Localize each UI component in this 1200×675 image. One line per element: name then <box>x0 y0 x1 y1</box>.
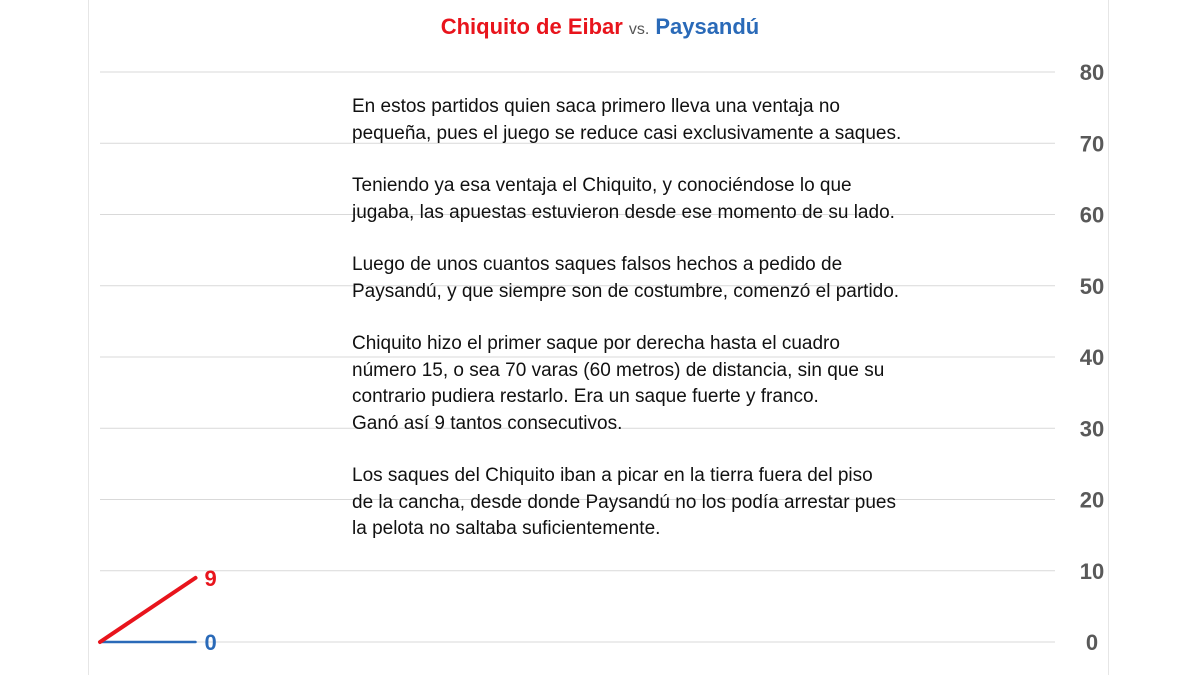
annotation-paragraph: Luego de unos cuantos saques falsos hechos a pedido de Paysandú, y que siempre son de costumbre, comenzó el partido. <box>352 254 900 302</box>
y-tick-label: 50 <box>1079 273 1105 299</box>
y-tick-label: 40 <box>1079 345 1105 370</box>
y-tick-label: 80 <box>1079 60 1105 85</box>
y-tick-label: 20 <box>1079 487 1105 513</box>
annotation-text <box>352 94 992 569</box>
title-away-player: Paysandú <box>655 14 760 39</box>
annotation-paragraph: Los saques del Chiquito iban a picar en la tierra fuera del piso de la cancha, desde donde Paysandú no los podía arrestar pues la pelota no saltaba suficientemente. <box>352 465 896 539</box>
annotation-paragraph: En estos partidos quien saca primero lleva una ventaja no pequeña, pues el juego se reduce casi exclusivamente a saques. <box>352 96 902 144</box>
y-tick-label: 30 <box>1079 416 1105 442</box>
annotation-paragraph: Teniendo ya esa ventaja el Chiquito, y conociéndose lo que jugaba, las apuestas estuvieron desde ese momento de su lado. <box>352 175 895 223</box>
title-home-player: Chiquito de Eibar <box>440 14 623 39</box>
series-end-label: 0 <box>204 630 217 655</box>
y-tick-label: 0 <box>1085 630 1099 655</box>
y-tick-label: 70 <box>1079 131 1105 157</box>
title-vs: vs. <box>628 21 650 38</box>
series-line <box>100 578 196 642</box>
y-tick-label: 60 <box>1079 202 1105 228</box>
y-tick-label: 10 <box>1079 558 1105 584</box>
series-end-label: 9 <box>204 565 217 591</box>
annotation-paragraph: Chiquito hizo el primer saque por derecha hasta el cuadro número 15, o sea 70 varas (60 metros) de distancia, sin que su contrario pudiera restarlo. Era un saque fuerte y franco. Ganó así 9 tantos consecutivos. <box>352 333 885 434</box>
